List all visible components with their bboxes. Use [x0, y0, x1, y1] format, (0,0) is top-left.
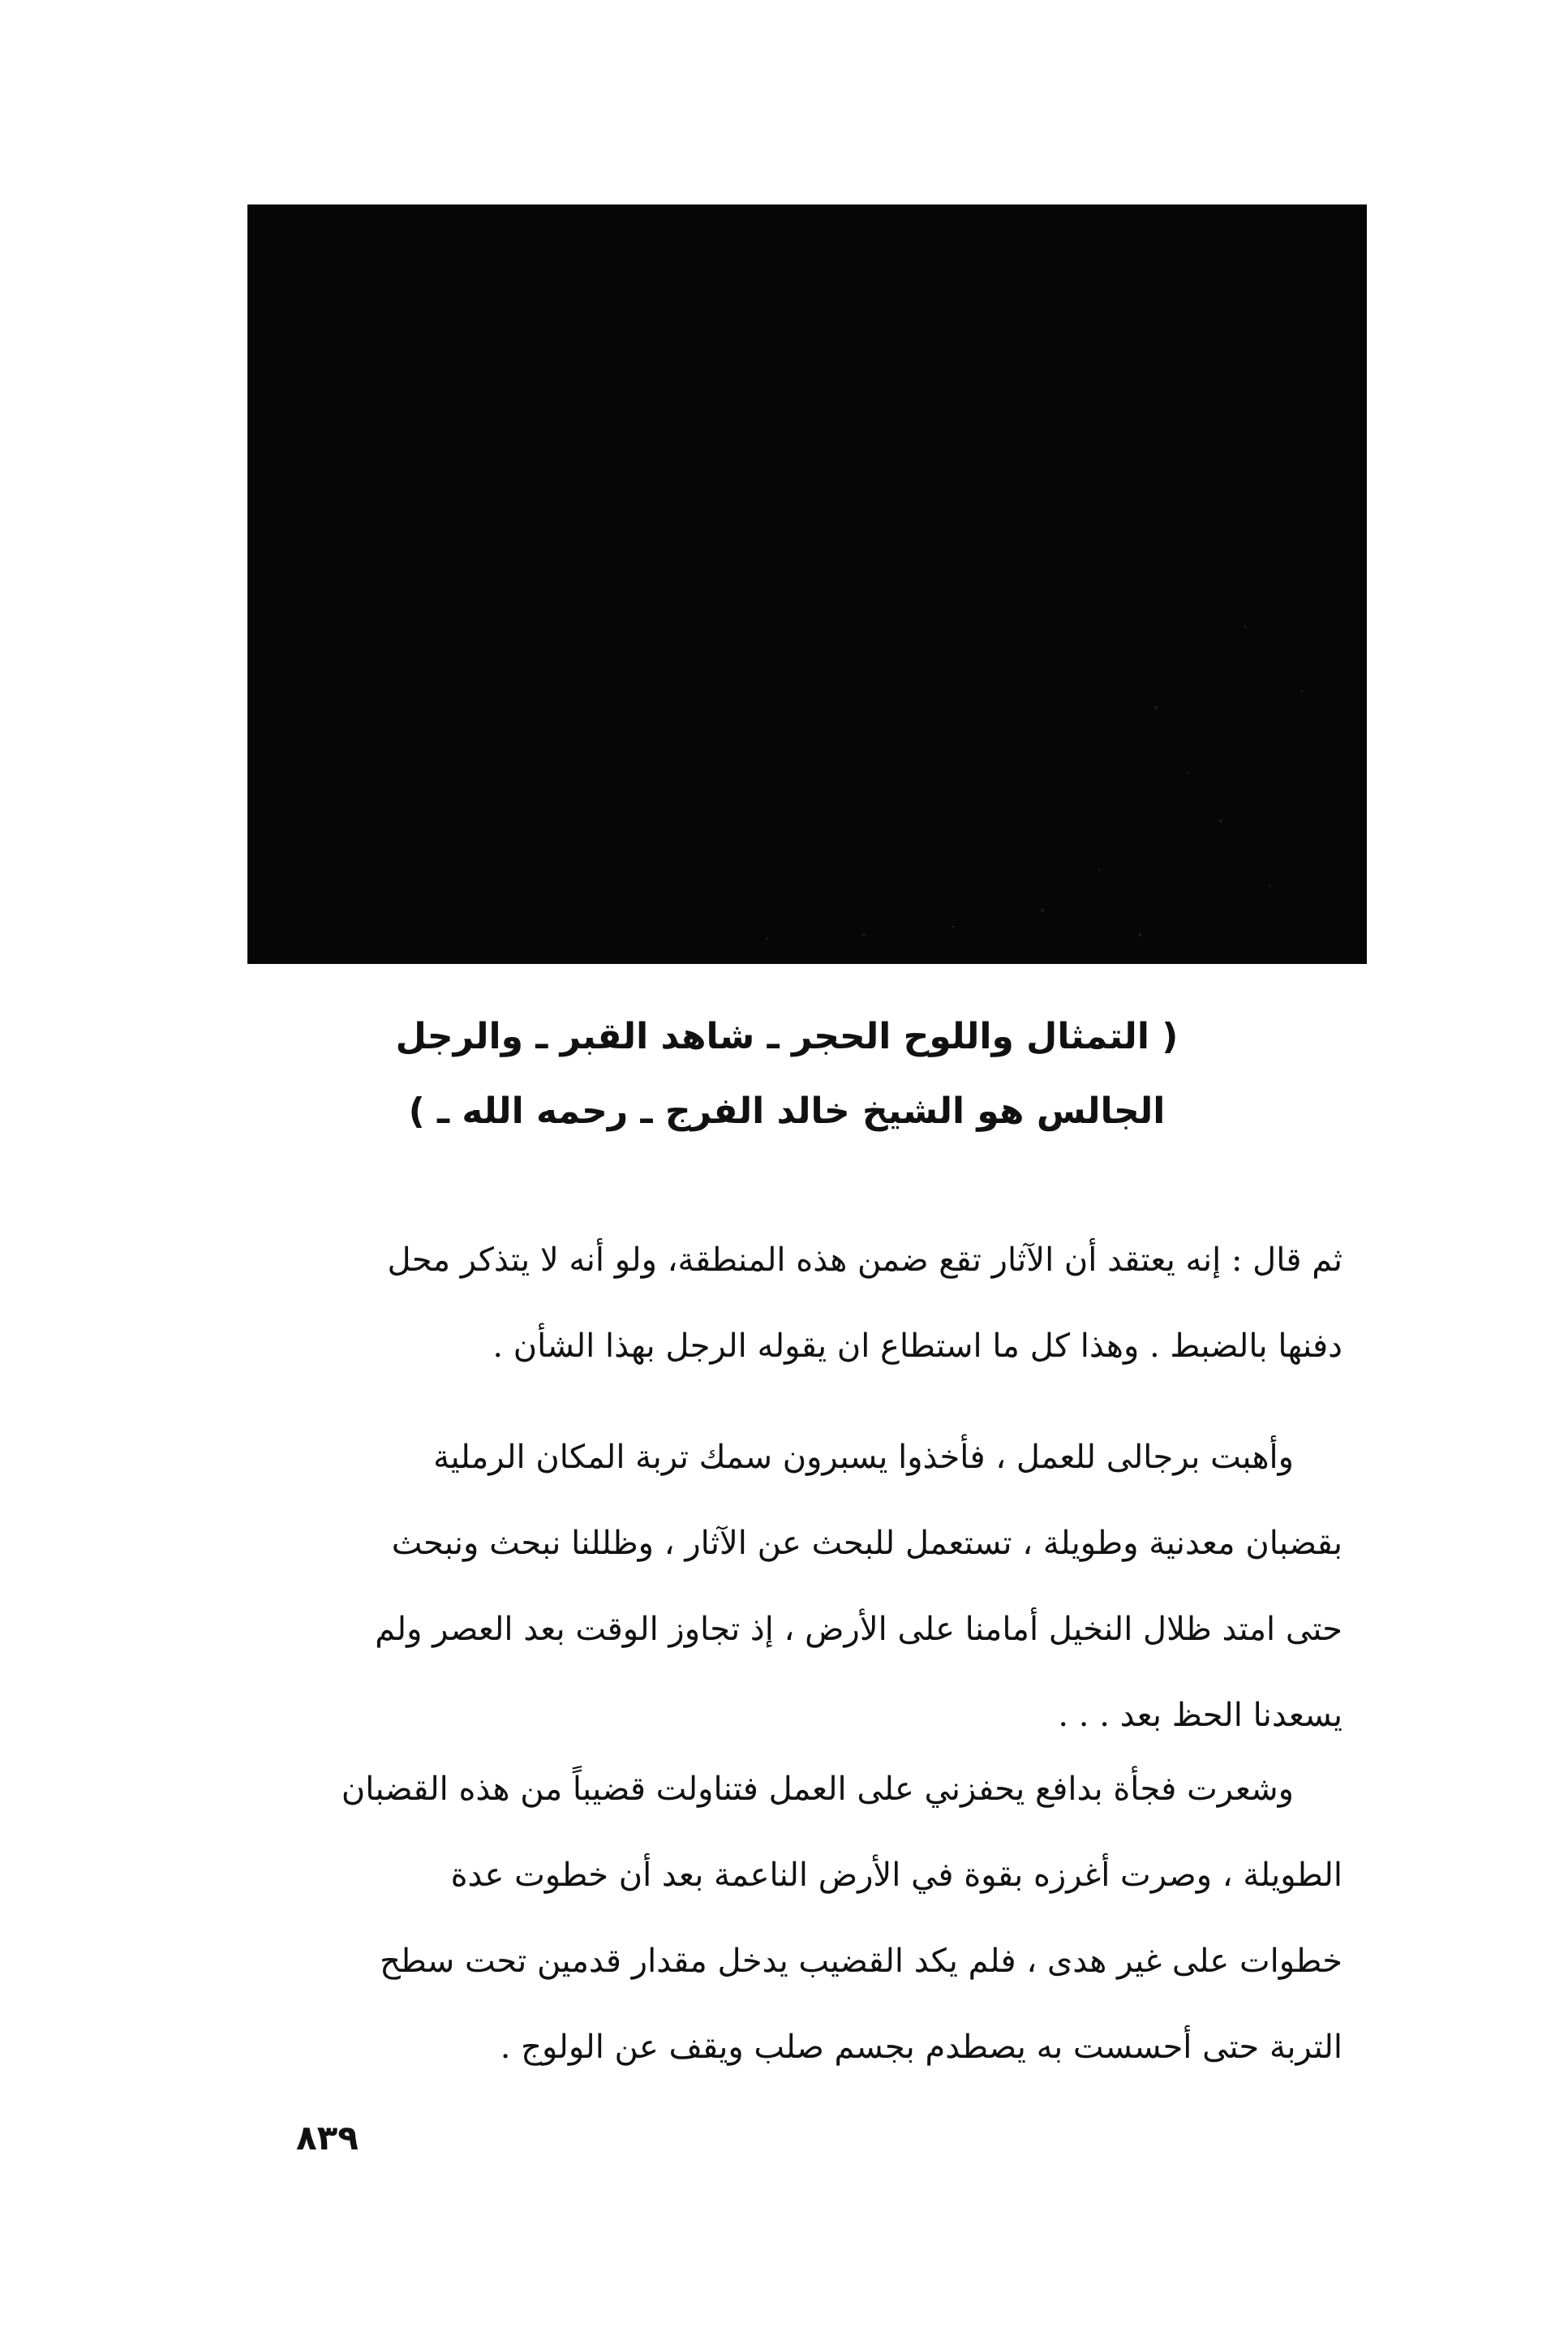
- paragraph-3-line-2: الطويلة ، وصرت أغرزه بقوة في الأرض الناعمة بعد أن خطوت عدة: [450, 1857, 1342, 1894]
- caption-line-2: الجالس هو الشيخ خالد الفرج ـ رحمه الله ـ ): [408, 1091, 1166, 1132]
- paragraph-3: [247, 1746, 1342, 2090]
- paragraph-3-line-4: التربة حتى أحسست به يصطدم بجسم صلب ويقف عن الولوج .: [500, 2029, 1342, 2066]
- archival-photograph: [247, 204, 1367, 964]
- photograph-image: [247, 204, 1367, 964]
- paragraph-1: [247, 1217, 1342, 1389]
- page-number: ٨٣٩: [296, 2118, 359, 2158]
- paragraph-2-line-2: بقضبان معدنية وطويلة ، تستعمل للبحث عن الآثار ، وظللنا نبحث ونبحث: [391, 1525, 1342, 1562]
- caption-line-1: ( التمثال واللوح الحجر ـ شاهد القبر ـ والرجل: [395, 1016, 1179, 1057]
- paragraph-1-line-1: ثم قال : إنه يعتقد أن الآثار تقع ضمن هذه المنطقة، ولو أنه لا يتذكر محل: [387, 1241, 1342, 1279]
- paragraph-2-line-4: يسعدنا الحظ بعد . . .: [1058, 1697, 1342, 1734]
- paragraph-1-line-2: دفنها بالضبط . وهذا كل ما استطاع ان يقوله الرجل بهذا الشأن .: [492, 1327, 1342, 1365]
- paragraph-2: [247, 1414, 1342, 1758]
- photo-caption: [381, 1000, 1192, 1149]
- paragraph-2-line-3: حتى امتد ظلال النخيل أمامنا على الأرض ، إذ تجاوز الوقت بعد العصر ولم: [375, 1611, 1342, 1648]
- paragraph-3-line-3: خطوات على غير هدى ، فلم يكد القضيب يدخل مقدار قدمين تحت سطح: [380, 1943, 1342, 1980]
- paragraph-2-line-1: وأهبت برجالى للعمل ، فأخذوا يسبرون سمك تربة المكان الرملية: [433, 1439, 1294, 1476]
- paragraph-3-line-1: وشعرت فجأة بدافع يحفزني على العمل فتناولت قضيباً من هذه القضبان: [341, 1771, 1294, 1808]
